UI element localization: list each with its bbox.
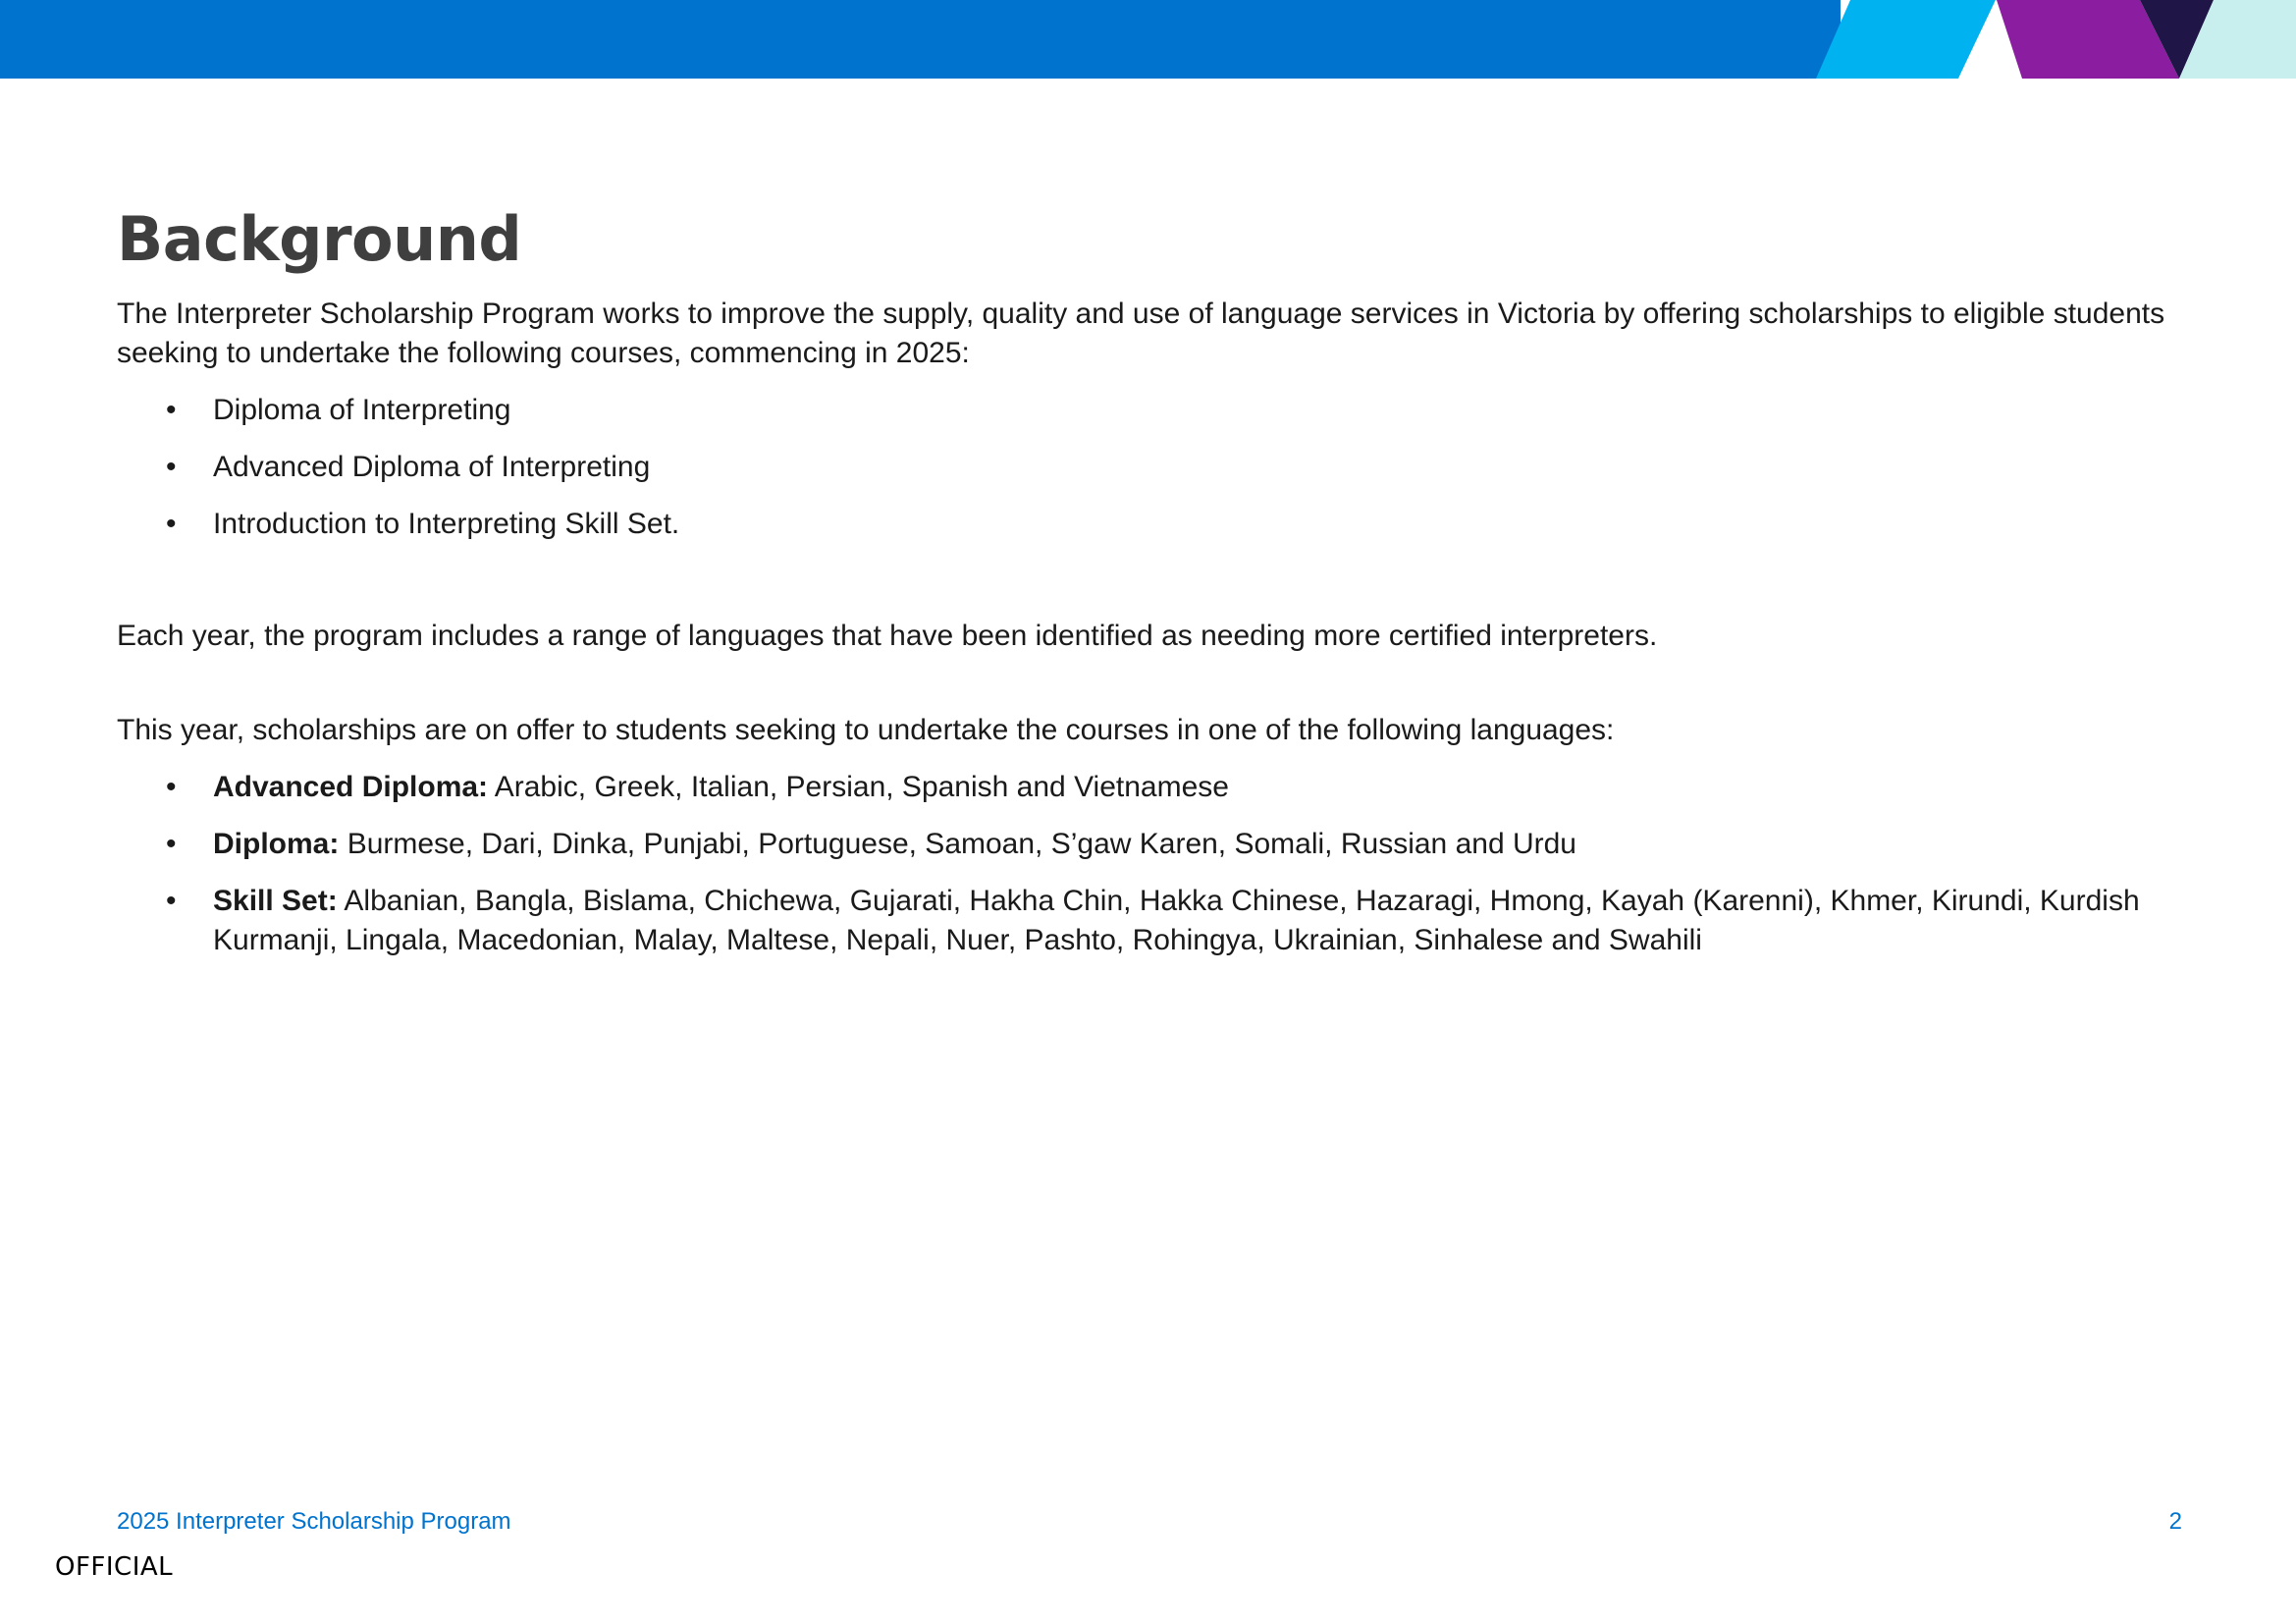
bullet: • xyxy=(166,771,177,804)
offer-paragraph: This year, scholarships are on offer to students seeking to undertake the courses in one of the following languages: xyxy=(117,714,1615,747)
list-item xyxy=(117,391,2188,430)
classification-label: OFFICIAL xyxy=(55,1552,174,1582)
main-content xyxy=(117,203,2188,978)
group-label: Advanced Diploma: xyxy=(213,771,489,804)
group-languages: Burmese, Dari, Dinka, Punjabi, Portuguese, Samoan, S’gaw Karen, Somali, Russian and Urdu xyxy=(347,828,1576,861)
bullet: • xyxy=(166,885,177,918)
group-label: Diploma: xyxy=(213,828,340,861)
course-list xyxy=(117,391,2188,544)
course-label: Introduction to Interpreting Skill Set. xyxy=(213,508,680,541)
course-label: Diploma of Interpreting xyxy=(213,394,511,427)
group-languages: Albanian, Bangla, Bislama, Chichewa, Gujarati, Hakha Chin, Hakka Chinese, Hazaragi, Hmong, Kayah (Karenni), Khmer, Kirundi, Kurdish Kurmanji, Lingala, Macedonian, Malay, Maltese, Nepali, Nuer, Pashto, Rohingya, Ukrainian, Sinhalese and Swahili xyxy=(213,885,2140,957)
spacer xyxy=(117,656,2188,711)
footer-title: 2025 Interpreter Scholarship Program xyxy=(117,1508,511,1535)
bullet: • xyxy=(166,828,177,861)
bullet: • xyxy=(166,508,177,541)
language-group-list xyxy=(117,768,2188,960)
list-item xyxy=(117,882,2188,960)
list-item xyxy=(117,825,2188,864)
intro-paragraph: The Interpreter Scholarship Program works to improve the supply, quality and use of language services in Victoria by offering scholarships to eligible students seeking to undertake the following courses, commencing in 2025: xyxy=(117,298,2165,370)
group-label: Skill Set: xyxy=(213,885,338,918)
spacer xyxy=(117,562,2188,617)
bullet: • xyxy=(166,394,177,427)
list-item xyxy=(117,505,2188,544)
bullet: • xyxy=(166,451,177,484)
languages-paragraph: Each year, the program includes a range of languages that have been identified as needing more certified interpreters. xyxy=(117,620,1658,653)
course-label: Advanced Diploma of Interpreting xyxy=(213,451,651,484)
header-blue-band xyxy=(0,0,1841,79)
list-item xyxy=(117,768,2188,807)
group-languages: Arabic, Greek, Italian, Persian, Spanish and Vietnamese xyxy=(494,771,1229,804)
page-number: 2 xyxy=(2168,1508,2182,1535)
header-band xyxy=(0,0,2296,79)
list-item xyxy=(117,448,2188,487)
page-title: Background xyxy=(117,203,522,275)
